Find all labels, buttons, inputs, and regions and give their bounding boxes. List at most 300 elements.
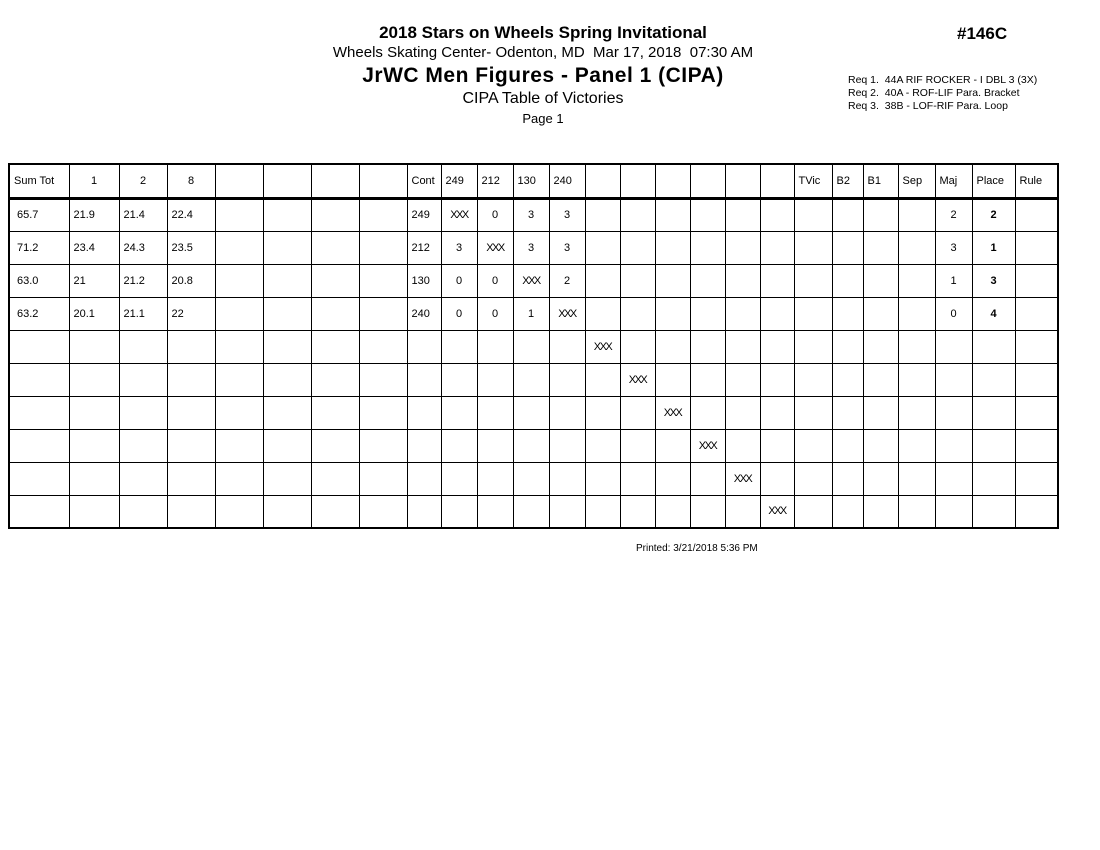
table-cell xyxy=(119,330,167,363)
table-cell xyxy=(725,264,760,297)
table-cell xyxy=(935,363,972,396)
table-cell xyxy=(690,396,725,429)
table-cell xyxy=(1015,396,1058,429)
table-cell xyxy=(794,495,832,528)
table-cell xyxy=(972,429,1015,462)
table-cell: 0 xyxy=(441,264,477,297)
table-cell: 24.3 xyxy=(119,231,167,264)
panel-title: JrWC Men Figures - Panel 1 (CIPA) xyxy=(362,64,724,87)
table-cell xyxy=(69,462,119,495)
table-cell xyxy=(760,396,794,429)
table-cell xyxy=(513,495,549,528)
table-cell xyxy=(690,198,725,231)
header-cell: 8 xyxy=(167,164,215,198)
header-cell xyxy=(359,164,407,198)
requirements-block xyxy=(848,74,1037,113)
header-cell: 1 xyxy=(69,164,119,198)
header-cell: Sum Tot xyxy=(9,164,69,198)
table-cell xyxy=(863,231,898,264)
table-cell xyxy=(1015,429,1058,462)
table-cell: 20.1 xyxy=(69,297,119,330)
table-cell xyxy=(119,363,167,396)
table-cell: XXX xyxy=(760,495,794,528)
table-cell: 0 xyxy=(477,264,513,297)
table-cell: 3 xyxy=(935,231,972,264)
table-cell xyxy=(359,297,407,330)
table-cell xyxy=(760,429,794,462)
table-cell xyxy=(407,330,441,363)
table-row xyxy=(9,495,1058,528)
table-cell: XXX xyxy=(690,429,725,462)
table-cell xyxy=(863,396,898,429)
table-cell xyxy=(760,198,794,231)
table-cell: 3 xyxy=(513,231,549,264)
table-cell xyxy=(655,462,690,495)
table-cell xyxy=(359,396,407,429)
table-cell: 1 xyxy=(513,297,549,330)
table-cell: 3 xyxy=(441,231,477,264)
table-cell xyxy=(725,495,760,528)
table-cell xyxy=(263,297,311,330)
table-cell xyxy=(620,462,655,495)
table-cell xyxy=(690,462,725,495)
table-cell xyxy=(359,462,407,495)
header-cell: Cont xyxy=(407,164,441,198)
table-cell xyxy=(935,330,972,363)
table-cell xyxy=(359,231,407,264)
table-cell: 4 xyxy=(972,297,1015,330)
header-cell: Rule xyxy=(1015,164,1058,198)
table-cell: 3 xyxy=(972,264,1015,297)
table-cell: 23.4 xyxy=(69,231,119,264)
table-cell xyxy=(359,495,407,528)
table-cell xyxy=(794,462,832,495)
table-cell: 22 xyxy=(167,297,215,330)
table-cell xyxy=(794,396,832,429)
table-cell xyxy=(725,330,760,363)
table-cell xyxy=(585,363,620,396)
table-cell xyxy=(167,363,215,396)
table-cell xyxy=(215,462,263,495)
header-cell: 130 xyxy=(513,164,549,198)
table-cell xyxy=(263,462,311,495)
table-row xyxy=(9,198,1058,231)
table-cell xyxy=(832,297,863,330)
table-cell xyxy=(655,363,690,396)
table-cell xyxy=(585,396,620,429)
table-cell: 0 xyxy=(477,198,513,231)
table-cell xyxy=(655,198,690,231)
table-body xyxy=(9,198,1058,528)
table-cell: 71.2 xyxy=(9,231,69,264)
table-cell xyxy=(359,363,407,396)
table-cell xyxy=(263,495,311,528)
table-cell xyxy=(9,495,69,528)
table-cell xyxy=(311,330,359,363)
table-cell xyxy=(725,363,760,396)
table-cell xyxy=(167,462,215,495)
table-cell: 21 xyxy=(69,264,119,297)
table-cell xyxy=(119,495,167,528)
header-cell: TVic xyxy=(794,164,832,198)
table-cell xyxy=(69,330,119,363)
table-cell xyxy=(215,363,263,396)
table-cell xyxy=(935,495,972,528)
header-cell xyxy=(760,164,794,198)
header-cell: 212 xyxy=(477,164,513,198)
table-cell: 2 xyxy=(935,198,972,231)
table-cell xyxy=(1015,363,1058,396)
table-cell xyxy=(585,231,620,264)
table-cell xyxy=(311,297,359,330)
table-cell xyxy=(725,396,760,429)
table-cell xyxy=(441,396,477,429)
table-cell: 2 xyxy=(972,198,1015,231)
table-cell xyxy=(832,363,863,396)
table-cell xyxy=(832,462,863,495)
header-cell xyxy=(311,164,359,198)
table-cell xyxy=(863,297,898,330)
table-cell xyxy=(119,396,167,429)
table-cell: XXX xyxy=(513,264,549,297)
table-cell xyxy=(863,429,898,462)
table-cell xyxy=(407,462,441,495)
table-cell xyxy=(655,429,690,462)
table-row xyxy=(9,396,1058,429)
table-cell xyxy=(407,396,441,429)
table-cell xyxy=(832,231,863,264)
header-cell xyxy=(215,164,263,198)
table-cell xyxy=(477,429,513,462)
table-cell xyxy=(655,297,690,330)
event-number: #146C xyxy=(957,24,1008,43)
header-cell: B2 xyxy=(832,164,863,198)
table-cell xyxy=(972,396,1015,429)
table-cell xyxy=(832,264,863,297)
table-cell xyxy=(263,396,311,429)
table-cell xyxy=(311,429,359,462)
table-cell xyxy=(760,231,794,264)
table-cell xyxy=(215,264,263,297)
table-cell xyxy=(549,429,585,462)
table-cell xyxy=(215,495,263,528)
table-cell xyxy=(760,363,794,396)
table-cell xyxy=(359,198,407,231)
header-cell: B1 xyxy=(863,164,898,198)
venue-date-line: Wheels Skating Center- Odenton, MD Mar 17, 2018 07:30 AM xyxy=(332,44,754,61)
printed-footer: Printed: 3/21/2018 5:36 PM xyxy=(636,543,758,554)
table-cell xyxy=(311,264,359,297)
table-cell xyxy=(898,363,935,396)
table-cell xyxy=(972,363,1015,396)
table-cell: 1 xyxy=(935,264,972,297)
table-cell: XXX xyxy=(585,330,620,363)
table-cell xyxy=(972,330,1015,363)
table-cell xyxy=(215,297,263,330)
table-cell: 21.1 xyxy=(119,297,167,330)
table-cell xyxy=(215,198,263,231)
table-cell xyxy=(441,363,477,396)
table-cell xyxy=(585,462,620,495)
table-cell xyxy=(167,429,215,462)
table-cell xyxy=(760,462,794,495)
table-cell xyxy=(794,429,832,462)
table-cell xyxy=(263,363,311,396)
page-number: Page 1 xyxy=(522,111,564,126)
table-cell xyxy=(898,429,935,462)
table-cell xyxy=(513,396,549,429)
table-row xyxy=(9,462,1058,495)
table-cell: 63.0 xyxy=(9,264,69,297)
table-cell xyxy=(477,495,513,528)
table-cell: 249 xyxy=(407,198,441,231)
table-cell xyxy=(407,429,441,462)
table-cell xyxy=(1015,264,1058,297)
table-cell xyxy=(898,231,935,264)
table-row xyxy=(9,429,1058,462)
table-cell xyxy=(794,198,832,231)
table-cell xyxy=(441,330,477,363)
table-cell: 65.7 xyxy=(9,198,69,231)
table-cell xyxy=(794,264,832,297)
table-cell xyxy=(1015,198,1058,231)
table-cell xyxy=(311,231,359,264)
table-row xyxy=(9,231,1058,264)
table-cell xyxy=(513,330,549,363)
table-cell xyxy=(690,363,725,396)
table-cell: 3 xyxy=(549,231,585,264)
table-cell xyxy=(898,495,935,528)
table-cell xyxy=(1015,330,1058,363)
requirement-line: Req 3. 38B - LOF-RIF Para. Loop xyxy=(848,100,1008,112)
event-title: 2018 Stars on Wheels Spring Invitational xyxy=(379,23,707,42)
table-cell xyxy=(898,330,935,363)
table-cell xyxy=(167,330,215,363)
table-cell xyxy=(1015,297,1058,330)
table-cell xyxy=(585,429,620,462)
table-cell xyxy=(863,462,898,495)
header-cell xyxy=(655,164,690,198)
table-cell xyxy=(263,264,311,297)
table-cell xyxy=(167,396,215,429)
requirement-line: Req 1. 44A RIF ROCKER - I DBL 3 (3X) xyxy=(848,74,1038,86)
table-cell xyxy=(549,330,585,363)
table-cell xyxy=(898,462,935,495)
table-cell xyxy=(477,363,513,396)
header-cell: Sep xyxy=(898,164,935,198)
table-cell: 21.2 xyxy=(119,264,167,297)
table-row xyxy=(9,330,1058,363)
table-cell: 21.4 xyxy=(119,198,167,231)
header-cell: 240 xyxy=(549,164,585,198)
table-cell xyxy=(690,330,725,363)
table-cell xyxy=(9,462,69,495)
table-cell xyxy=(69,363,119,396)
report-subtitle: CIPA Table of Victories xyxy=(462,90,624,107)
table-cell xyxy=(549,363,585,396)
table-cell xyxy=(972,495,1015,528)
table-cell xyxy=(898,264,935,297)
table-cell: 22.4 xyxy=(167,198,215,231)
table-cell xyxy=(620,231,655,264)
table-cell xyxy=(9,396,69,429)
table-cell xyxy=(935,462,972,495)
table-cell xyxy=(311,363,359,396)
table-cell xyxy=(725,297,760,330)
table-cell xyxy=(760,264,794,297)
table-cell xyxy=(69,495,119,528)
table-cell: 240 xyxy=(407,297,441,330)
requirement-line: Req 2. 40A - ROF-LIF Para. Bracket xyxy=(848,87,1020,99)
table-cell: XXX xyxy=(725,462,760,495)
table-cell xyxy=(311,396,359,429)
table-cell xyxy=(9,363,69,396)
table-cell xyxy=(167,495,215,528)
table-cell xyxy=(898,297,935,330)
table-cell xyxy=(311,495,359,528)
table-row xyxy=(9,363,1058,396)
table-cell xyxy=(863,363,898,396)
table-cell xyxy=(263,330,311,363)
table-cell: 23.5 xyxy=(167,231,215,264)
table-cell xyxy=(441,462,477,495)
table-cell xyxy=(863,264,898,297)
table-cell xyxy=(1015,495,1058,528)
table-cell xyxy=(760,330,794,363)
header-cell: Maj xyxy=(935,164,972,198)
table-cell: XXX xyxy=(441,198,477,231)
table-cell: XXX xyxy=(620,363,655,396)
table-cell: 212 xyxy=(407,231,441,264)
table-cell: 20.8 xyxy=(167,264,215,297)
table-cell xyxy=(585,198,620,231)
table-cell xyxy=(477,330,513,363)
table-cell xyxy=(620,330,655,363)
table-cell xyxy=(215,231,263,264)
table-cell xyxy=(832,330,863,363)
table-cell xyxy=(972,462,1015,495)
table-cell xyxy=(620,396,655,429)
table-cell xyxy=(9,330,69,363)
table-cell xyxy=(407,363,441,396)
table-cell: 0 xyxy=(441,297,477,330)
table-cell xyxy=(477,462,513,495)
table-cell xyxy=(215,330,263,363)
table-cell: 63.2 xyxy=(9,297,69,330)
table-cell: 3 xyxy=(513,198,549,231)
table-cell xyxy=(655,495,690,528)
table-cell xyxy=(215,396,263,429)
table-cell xyxy=(359,330,407,363)
table-cell xyxy=(549,396,585,429)
table-cell xyxy=(1015,231,1058,264)
table-cell xyxy=(263,429,311,462)
table-cell xyxy=(215,429,263,462)
table-cell xyxy=(620,495,655,528)
table-cell: 130 xyxy=(407,264,441,297)
table-cell xyxy=(620,297,655,330)
table-cell xyxy=(359,429,407,462)
table-cell xyxy=(832,495,863,528)
table-cell xyxy=(311,198,359,231)
victories-table xyxy=(8,163,1059,529)
table-cell: XXX xyxy=(549,297,585,330)
table-cell xyxy=(863,495,898,528)
table-cell xyxy=(69,396,119,429)
table-cell: XXX xyxy=(477,231,513,264)
table-cell xyxy=(9,429,69,462)
table-cell: 1 xyxy=(972,231,1015,264)
table-cell xyxy=(441,429,477,462)
table-cell xyxy=(477,396,513,429)
table-cell xyxy=(407,495,441,528)
table-cell xyxy=(119,429,167,462)
table-cell xyxy=(794,363,832,396)
table-cell xyxy=(69,429,119,462)
table-cell xyxy=(863,330,898,363)
table-cell: 21.9 xyxy=(69,198,119,231)
table-cell xyxy=(620,264,655,297)
table-cell xyxy=(898,396,935,429)
table-row xyxy=(9,297,1058,330)
table-cell xyxy=(549,462,585,495)
table-cell xyxy=(690,231,725,264)
table-cell xyxy=(760,297,794,330)
header-cell xyxy=(690,164,725,198)
table-cell xyxy=(832,198,863,231)
table-cell xyxy=(311,462,359,495)
table-cell xyxy=(690,297,725,330)
header-cell: 2 xyxy=(119,164,167,198)
table-cell: 2 xyxy=(549,264,585,297)
table-cell: 3 xyxy=(549,198,585,231)
table-cell xyxy=(620,198,655,231)
table-cell xyxy=(725,198,760,231)
table-cell xyxy=(441,495,477,528)
table-cell xyxy=(794,330,832,363)
header-cell: Place xyxy=(972,164,1015,198)
table-cell xyxy=(690,495,725,528)
table-cell xyxy=(585,297,620,330)
header-cell xyxy=(725,164,760,198)
header-row xyxy=(9,164,1058,198)
table-cell: 0 xyxy=(477,297,513,330)
table-cell xyxy=(794,297,832,330)
table-cell xyxy=(832,396,863,429)
table-cell xyxy=(513,429,549,462)
table-cell xyxy=(935,396,972,429)
table-cell xyxy=(263,231,311,264)
table-cell xyxy=(935,429,972,462)
header-cell xyxy=(585,164,620,198)
table-cell xyxy=(794,231,832,264)
table-cell xyxy=(549,495,585,528)
table-row xyxy=(9,264,1058,297)
table-cell xyxy=(513,462,549,495)
table-cell xyxy=(513,363,549,396)
table-cell xyxy=(898,198,935,231)
table-cell xyxy=(725,231,760,264)
table-cell xyxy=(263,198,311,231)
table-cell: 0 xyxy=(935,297,972,330)
table-cell xyxy=(690,264,725,297)
table-cell xyxy=(359,264,407,297)
table-cell xyxy=(655,264,690,297)
table-cell xyxy=(655,330,690,363)
table-cell xyxy=(863,198,898,231)
table-cell xyxy=(832,429,863,462)
header-cell: 249 xyxy=(441,164,477,198)
